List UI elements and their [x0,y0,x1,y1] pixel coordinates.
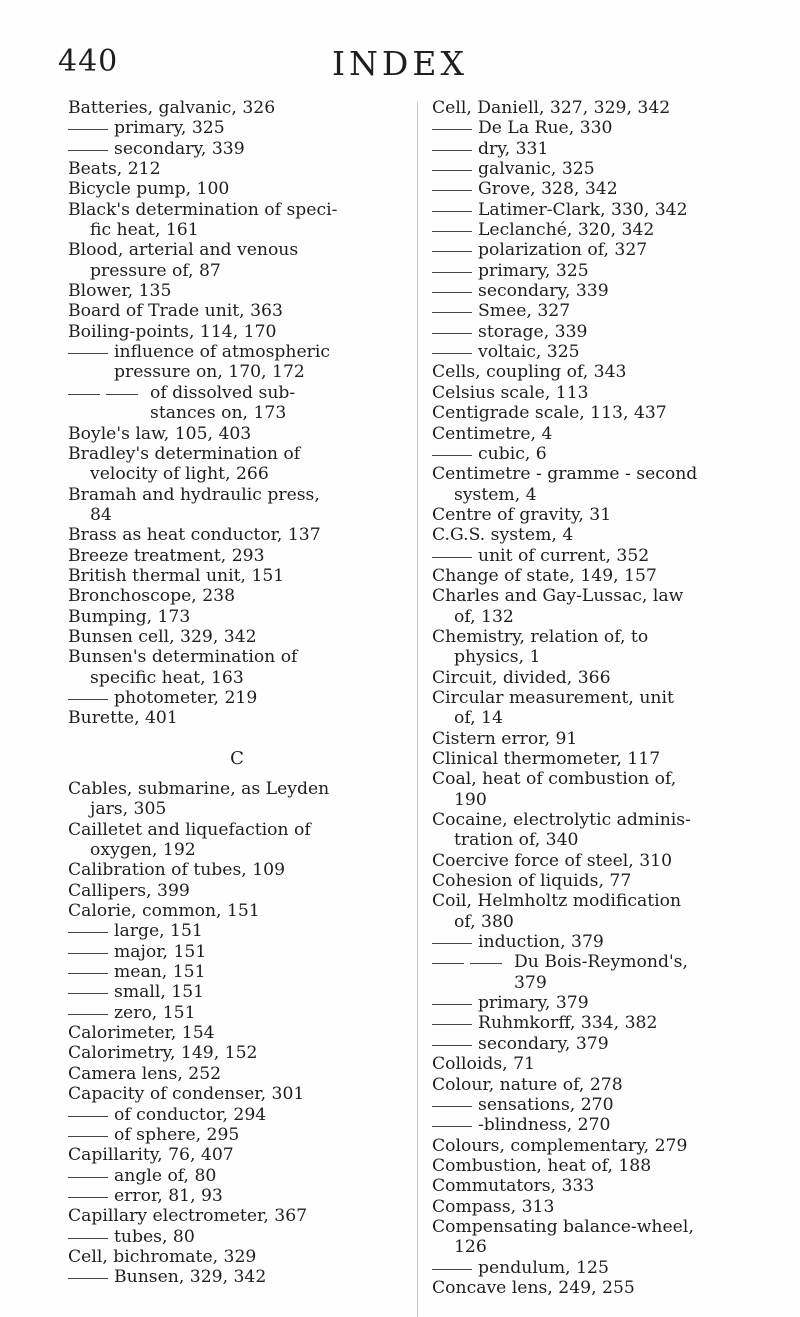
index-entry [68,281,406,301]
index-entry [432,383,777,403]
entry-text: Bicycle pump, 100 [68,179,230,200]
entry-text: Board of Trade unit, 363 [68,301,283,322]
entry-text: Smee, 327 [478,301,571,322]
entry-text: secondary, 339 [478,281,609,302]
entry-text: mean, 151 [114,962,206,983]
index-entry [68,566,406,586]
index-subentry [432,546,777,566]
entry-text: Calibration of tubes, 109 [68,860,286,881]
repeat-dash [432,993,472,1005]
entry-text: Bunsen's determination of [68,647,298,668]
index-subentry [68,688,406,708]
entry-text: Bunsen cell, 329, 342 [68,626,257,647]
entry-text: Cocaine, electrolytic adminis- [432,810,691,831]
index-entry [68,901,406,921]
repeat-dash [432,200,472,212]
section-letter-heading: C [230,747,244,769]
entry-text: system, 4 [454,484,537,505]
entry-text: 379 [514,972,547,993]
entry-text: influence of atmospheric [114,342,330,363]
repeat-dash [432,546,472,558]
entry-text: secondary, 339 [114,138,245,159]
index-subentry [68,1186,406,1206]
entry-text: unit of current, 352 [478,545,650,566]
entry-text: Combustion, heat of, 188 [432,1155,652,1176]
entry-text: Bunsen, 329, 342 [114,1267,267,1288]
repeat-dash [68,1227,108,1239]
index-entry [68,1023,406,1043]
index-entry [68,860,406,880]
index-entry [68,1084,406,1104]
index-entry [432,1054,777,1074]
entry-text: velocity of light, 266 [90,464,269,485]
entry-text: Du Bois-Reymond's, [514,952,688,973]
repeat-dash [432,1095,472,1107]
index-entry [432,871,777,891]
index-subentry [68,1125,406,1145]
entry-text: of conductor, 294 [114,1104,267,1125]
index-entry [432,1156,777,1176]
index-subentry [68,139,406,159]
index-entry [432,627,777,668]
entry-text: Coal, heat of combustion of, [432,769,677,790]
index-entry [432,464,777,505]
index-subentry [432,342,777,362]
index-subentry [432,220,777,240]
entry-text: Boyle's law, 105, 403 [68,423,252,444]
index-subentry [432,200,777,220]
entry-text: Camera lens, 252 [68,1063,222,1084]
entry-text: Boiling-points, 114, 170 [68,321,277,342]
index-entry [432,1197,777,1217]
entry-text: Centre of gravity, 31 [432,504,612,525]
index-entry [68,98,406,118]
repeat-dash [68,1125,108,1137]
entry-text: C.G.S. system, 4 [432,525,574,546]
index-entry [432,1278,777,1298]
entry-text: Ruhmkorff, 334, 382 [478,1013,658,1034]
entry-text: induction, 379 [478,932,604,953]
index-subentry [68,1166,406,1186]
index-subentry [432,1095,777,1115]
index-entry [432,424,777,444]
entry-text: Beats, 212 [68,159,161,180]
index-subentry [68,921,406,941]
entry-text: Change of state, 149, 157 [432,565,657,586]
index-entry [68,444,406,485]
entry-text: Brass as heat conductor, 137 [68,525,321,546]
entry-text: Circuit, divided, 366 [432,667,611,688]
entry-text: oxygen, 192 [90,840,196,861]
index-subentry [432,179,777,199]
index-subentry [432,159,777,179]
entry-text: of, 14 [454,708,503,729]
index-entry [432,688,777,729]
index-entry [432,98,777,118]
repeat-dash [68,942,108,954]
index-subentry [432,444,777,464]
repeat-dash [432,179,472,191]
index-entry [68,525,406,545]
index-subentry [432,993,777,1013]
index-entry [68,1064,406,1084]
entry-text: Bronchoscope, 238 [68,586,236,607]
repeat-dash [432,220,472,232]
entry-text: Capillarity, 76, 407 [68,1145,234,1166]
repeat-dash [432,281,472,293]
entry-text: 84 [90,504,112,525]
repeat-dash [432,118,472,130]
entry-text: Blood, arterial and venous [68,240,299,261]
repeat-dash [432,1258,472,1270]
entry-text: Chemistry, relation of, to [432,626,649,647]
entry-text: Bumping, 173 [68,606,191,627]
entry-text: Blower, 135 [68,281,172,302]
entry-text: Cohesion of liquids, 77 [432,871,632,892]
entry-text: small, 151 [114,982,205,1003]
entry-text: primary, 379 [478,993,589,1014]
index-subentry [68,962,406,982]
entry-text: Cells, coupling of, 343 [432,362,627,383]
repeat-dash [432,1115,472,1127]
entry-text: major, 151 [114,941,207,962]
page-number: 440 [58,44,119,79]
repeat-dash [432,342,472,354]
entry-text: Breeze treatment, 293 [68,545,265,566]
entry-text: secondary, 379 [478,1033,609,1054]
entry-text: cubic, 6 [478,443,547,464]
entry-text: Burette, 401 [68,708,178,729]
index-entry [432,362,777,382]
entry-text: Compensating balance-wheel, [432,1216,694,1237]
entry-text: Batteries, galvanic, 326 [68,98,276,118]
index-entry [68,881,406,901]
index-entry [68,200,406,241]
entry-text: Bramah and hydraulic press, [68,484,320,505]
repeat-dash [432,1034,472,1046]
index-entry [432,403,777,423]
entry-text: Capillary electrometer, 367 [68,1206,308,1227]
index-subentry [68,1105,406,1125]
entry-text: fic heat, 161 [90,220,199,241]
index-subentry [432,240,777,260]
repeat-dash [432,322,472,334]
entry-text: Calorimetry, 149, 152 [68,1043,258,1064]
repeat-dash [68,1186,108,1198]
entry-text: Calorimeter, 154 [68,1023,215,1044]
index-entry [68,586,406,606]
index-subentry [432,261,777,281]
index-subentry [432,1115,777,1135]
entry-text: specific heat, 163 [90,667,244,688]
entry-text: Calorie, common, 151 [68,901,260,922]
index-entry [68,820,406,861]
index-entry [68,546,406,566]
index-subentry [432,932,777,952]
index-subentry [68,1267,406,1287]
index-subentry [432,952,777,993]
index-subentry [68,383,406,424]
repeat-dash [68,1105,108,1117]
entry-text: pendulum, 125 [478,1257,609,1278]
repeat-dash [68,342,108,354]
entry-text: primary, 325 [478,260,589,281]
entry-text: galvanic, 325 [478,159,595,180]
index-subentry [68,1003,406,1023]
entry-text: pressure of, 87 [90,260,221,281]
index-entry [68,607,406,627]
repeat-dash [432,932,472,944]
repeat-dash [432,240,472,252]
entry-text: Cell, bichromate, 329 [68,1246,257,1267]
entry-text: De La Rue, 330 [478,118,613,139]
entry-text: dry, 331 [478,138,549,159]
repeat-dash [68,688,108,700]
index-subentry [432,301,777,321]
index-entry [68,485,406,526]
repeat-dash [432,301,472,313]
repeat-dash [68,1267,108,1279]
entry-text: tration of, 340 [454,830,579,851]
entry-text: Colour, nature of, 278 [432,1074,623,1095]
entry-text: of, 132 [454,606,514,627]
entry-text: Leclanché, 320, 342 [478,220,655,241]
index-entry [68,159,406,179]
index-subentry [432,139,777,159]
index-subentry [68,1227,406,1247]
index-entry [68,1206,406,1226]
index-entry [432,566,777,586]
index-entry [68,179,406,199]
entry-text: Celsius scale, 113 [432,382,589,403]
index-subentry [432,1034,777,1054]
entry-text: Centigrade scale, 113, 437 [432,403,667,424]
repeat-dash [68,139,108,151]
index-entry [432,810,777,851]
entry-text: Cables, submarine, as Leyden [68,779,330,799]
index-entry [68,708,406,728]
index-entry [68,240,406,281]
repeat-dash [432,139,472,151]
entry-text: Black's determination of speci- [68,199,338,220]
entry-text: large, 151 [114,921,203,942]
entry-text: Capacity of condenser, 301 [68,1084,305,1105]
entry-text: Grove, 328, 342 [478,179,618,200]
entry-text: stances on, 173 [150,403,287,424]
entry-text: error, 81, 93 [114,1185,223,1206]
entry-text: tubes, 80 [114,1226,195,1247]
entry-text: photometer, 219 [114,687,258,708]
entry-text: Centimetre - gramme - second [432,464,698,485]
index-entry [68,322,406,342]
index-column-right [432,98,777,1298]
entry-text: pressure on, 170, 172 [114,362,305,383]
index-subentry [432,322,777,342]
repeat-dash [432,159,472,171]
index-subentry [432,1258,777,1278]
index-entry [432,525,777,545]
index-subentry [68,942,406,962]
index-entry [68,627,406,647]
entry-text: Compass, 313 [432,1196,555,1217]
repeat-dash [68,118,108,130]
entry-text: Circular measurement, unit [432,687,674,708]
entry-text: voltaic, 325 [478,342,580,363]
index-entry [432,1217,777,1258]
index-entry [68,1043,406,1063]
entry-text: Callipers, 399 [68,880,190,901]
index-entry [432,505,777,525]
entry-text: Colours, complementary, 279 [432,1135,688,1156]
index-subentry [68,118,406,138]
index-entry [68,424,406,444]
entry-text: Centimetre, 4 [432,423,553,444]
entry-text: Cell, Daniell, 327, 329, 342 [432,98,671,118]
index-entry [68,1145,406,1165]
index-entry [432,668,777,688]
entry-text: British thermal unit, 151 [68,565,285,586]
repeat-dash [432,952,508,972]
entry-text: sensations, 270 [478,1094,614,1115]
entry-text: Coil, Helmholtz modification [432,891,682,912]
repeat-dash [68,982,108,994]
entry-text: Commutators, 333 [432,1176,595,1197]
entry-text: Latimer-Clark, 330, 342 [478,199,688,220]
index-entry [68,301,406,321]
entry-text: storage, 339 [478,321,588,342]
entry-text: of sphere, 295 [114,1124,240,1145]
repeat-dash [432,1013,472,1025]
entry-text: Charles and Gay-Lussac, law [432,586,684,607]
index-entry [432,749,777,769]
repeat-dash [432,261,472,273]
entry-text: Concave lens, 249, 255 [432,1277,635,1298]
index-entry [68,779,406,820]
index-subentry [68,982,406,1002]
entry-text: Bradley's determination of [68,443,301,464]
entry-text: of, 380 [454,911,514,932]
entry-text: jars, 305 [90,799,167,820]
index-column-left [68,98,406,1288]
repeat-dash [68,921,108,933]
entry-text: Colloids, 71 [432,1054,535,1075]
entry-text: Coercive force of steel, 310 [432,850,673,871]
page-title: INDEX [332,44,468,83]
index-entry [432,586,777,627]
entry-text: 126 [454,1237,487,1258]
entry-text: 190 [454,789,487,810]
index-entry [432,769,777,810]
index-entry [432,1075,777,1095]
repeat-dash [68,1166,108,1178]
index-entry [68,1247,406,1267]
index-entry [432,1176,777,1196]
repeat-dash [68,962,108,974]
column-divider [417,102,418,1317]
index-subentry [432,118,777,138]
index-entry [432,891,777,932]
entry-text: Cistern error, 91 [432,728,578,749]
repeat-dash [68,1003,108,1015]
entry-text: Cailletet and liquefaction of [68,819,311,840]
index-entry [432,729,777,749]
index-entry [432,1136,777,1156]
index-subentry [432,281,777,301]
page-header [0,44,800,84]
entry-text: Clinical thermometer, 117 [432,749,661,769]
index-entry [432,851,777,871]
repeat-dash [432,444,472,456]
index-entry [68,647,406,688]
index-subentry [68,342,406,383]
repeat-dash [68,383,144,403]
entry-text: angle of, 80 [114,1165,217,1186]
entry-text: zero, 151 [114,1002,196,1023]
entry-text: polarization of, 327 [478,240,648,261]
index-subentry [432,1013,777,1033]
entry-text: physics, 1 [454,647,541,668]
entry-text: of dissolved sub- [150,382,296,403]
entry-text: primary, 325 [114,118,225,139]
entry-text: -blindness, 270 [478,1115,611,1136]
